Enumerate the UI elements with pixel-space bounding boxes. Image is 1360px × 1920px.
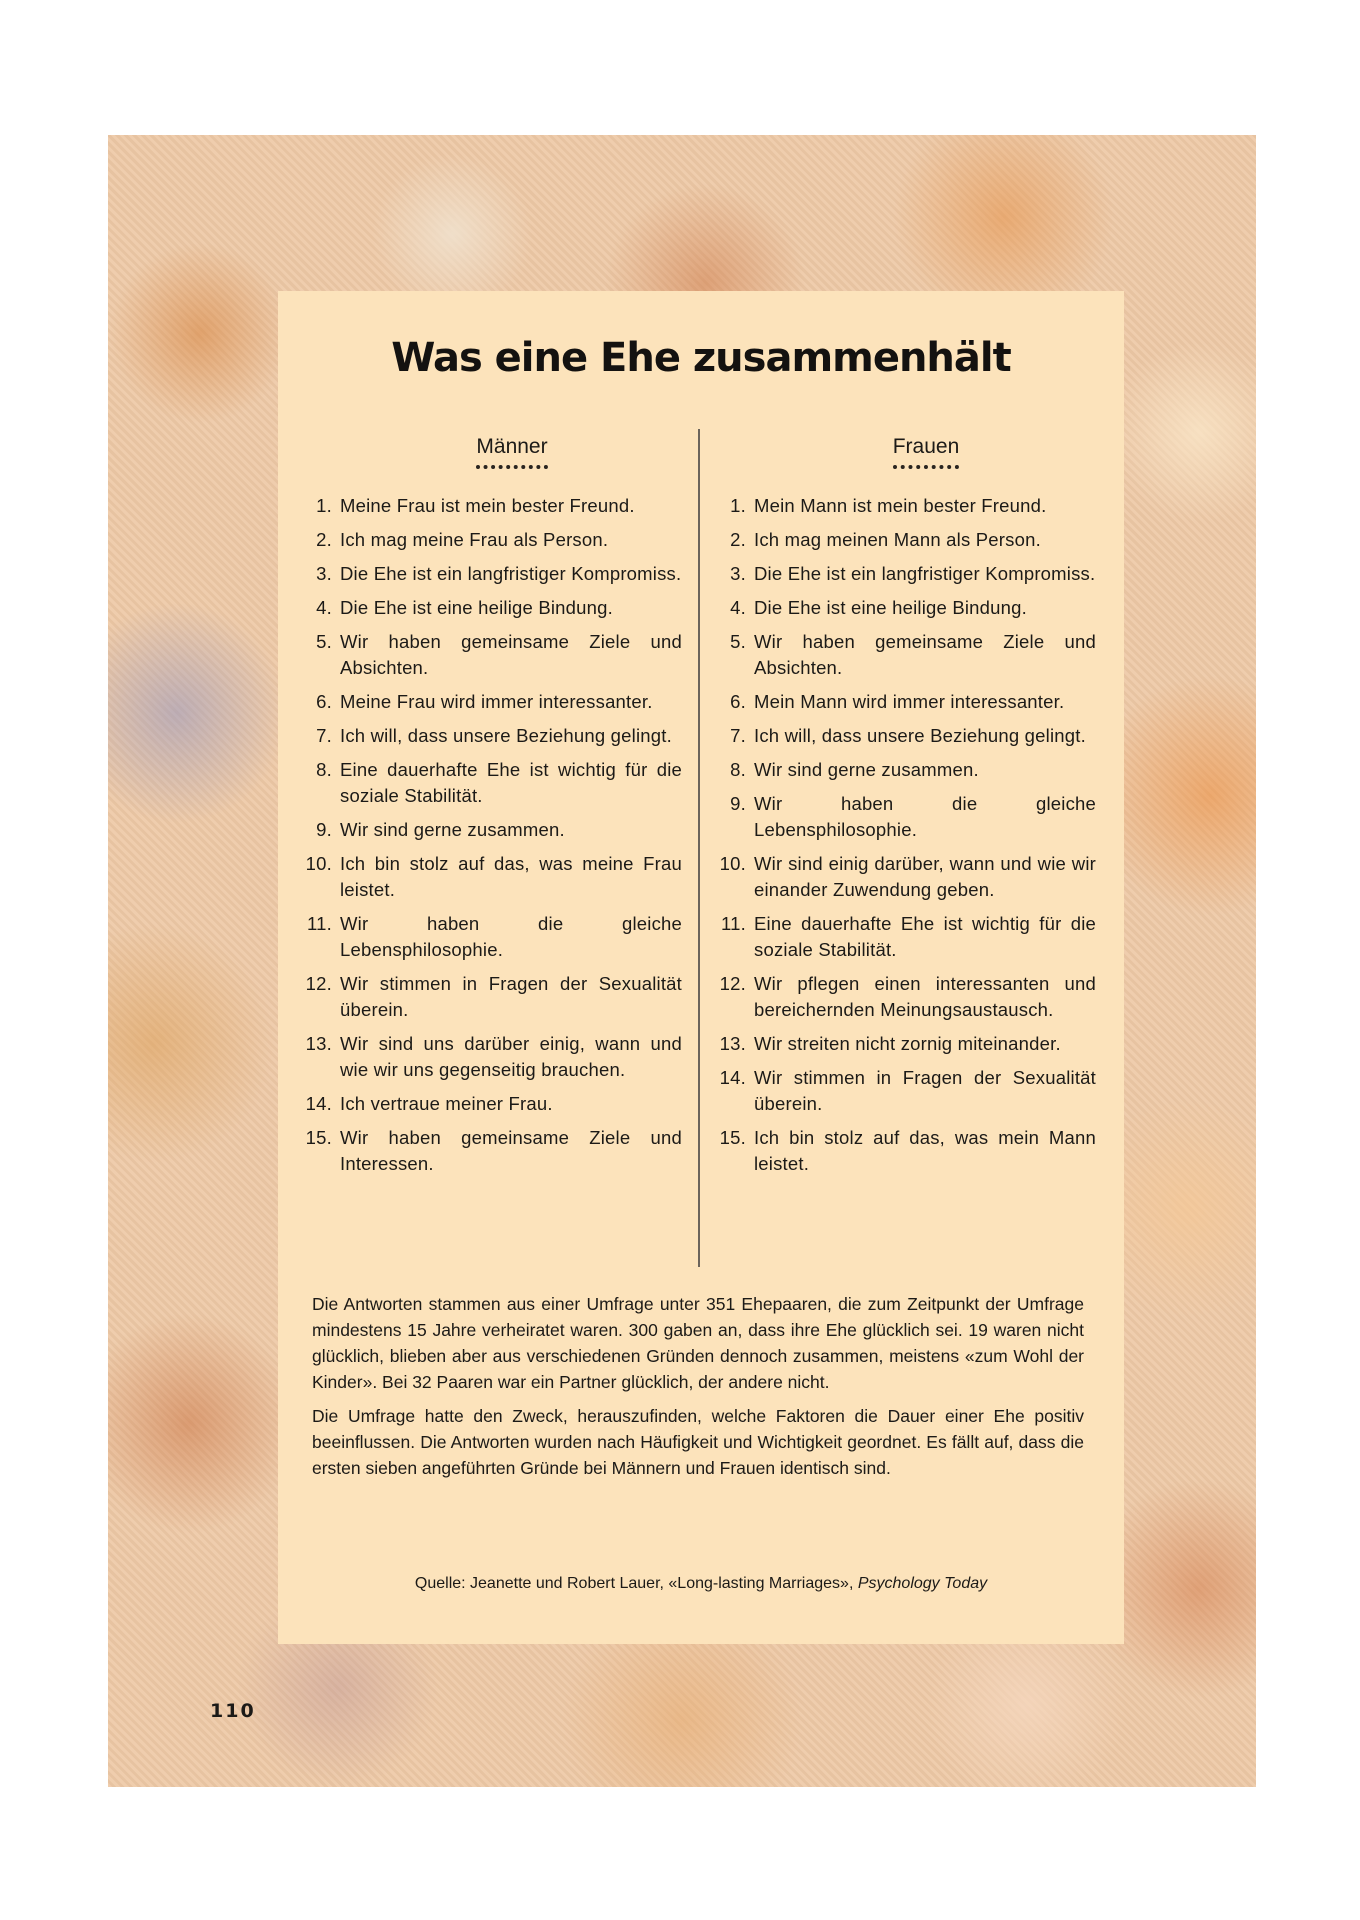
list-item: 7. Ich will, dass unsere Beziehung gelingt.: [730, 725, 1086, 746]
column-women: [716, 433, 1096, 1185]
source-citation: Quelle: Jeanette und Robert Lauer, «Long-lasting Marriages», Psychology Today: [414, 1575, 988, 1592]
column-heading-women: Frauen: [756, 433, 1096, 469]
content-panel: [278, 291, 1124, 1644]
list-item: 8. Wir sind gerne zusammen.: [730, 759, 979, 780]
list-item: 1. Mein Mann ist mein bester Freund.: [730, 495, 1047, 516]
list-item: 3. Die Ehe ist ein langfristiger Kompromiss.: [316, 563, 682, 584]
list-item: 3. Die Ehe ist ein langfristiger Kompromiss.: [730, 563, 1096, 584]
list-item: 11. Wir haben die gleiche Lebensphilosophie.: [307, 913, 682, 960]
notes-paragraph: Die Umfrage hatte den Zweck, herauszufinden, welche Faktoren die Dauer einer Ehe positiv beeinflussen. Die Antworten wurden nach Häufigkeit und Wichtigkeit geordnet. Es fällt auf, dass die ersten sieben angeführten Gründe bei Männern und Frauen identisch sind.: [312, 1406, 1084, 1478]
reasons-list-women: [716, 493, 1096, 1177]
list-item: 6. Mein Mann wird immer interessanter.: [730, 691, 1065, 712]
page-number: 110: [210, 1700, 256, 1722]
page-title: Was eine Ehe zusammenhält: [391, 335, 1011, 381]
list-item: 5. Wir haben gemeinsame Ziele und Absichten.: [730, 631, 1096, 678]
column-heading-men: Männer: [342, 433, 682, 469]
list-item: 12. Wir stimmen in Fragen der Sexualität überein.: [305, 973, 682, 1020]
list-item: 14. Wir stimmen in Fragen der Sexualität überein.: [719, 1067, 1096, 1114]
notes-paragraph: Die Antworten stammen aus einer Umfrage unter 351 Ehepaaren, die zum Zeitpunkt der Umfrage mindestens 15 Jahre verheiratet waren. 300 gaben an, dass ihre Ehe glücklich sei. 19 waren nicht glücklich, blieben aber aus verschiedenen Gründen dennoch zusammen, meistens «zum Wohl der Kinder». Bei 32 Paaren war ein Partner glücklich, der andere nicht.: [312, 1294, 1084, 1392]
list-item: 15. Wir haben gemeinsame Ziele und Interessen.: [305, 1127, 682, 1174]
reasons-list-men: [302, 493, 682, 1177]
list-item: 14. Ich vertraue meiner Frau.: [305, 1093, 553, 1114]
list-item: 7. Ich will, dass unsere Beziehung gelingt.: [316, 725, 672, 746]
list-item: 2. Ich mag meine Frau als Person.: [316, 529, 609, 550]
list-item: 15. Ich bin stolz auf das, was mein Mann leistet.: [719, 1127, 1096, 1174]
list-item: 8. Eine dauerhafte Ehe ist wichtig für die soziale Stabilität.: [316, 759, 682, 806]
list-item: 13. Wir streiten nicht zornig miteinander.: [719, 1033, 1061, 1054]
list-item: 2. Ich mag meinen Mann als Person.: [730, 529, 1041, 550]
column-men: [302, 433, 682, 1185]
list-item: 10. Wir sind einig darüber, wann und wie wir einander Zuwendung geben.: [719, 853, 1096, 900]
list-item: 10. Ich bin stolz auf das, was meine Frau leistet.: [305, 853, 682, 900]
column-divider: [698, 429, 700, 1267]
list-item: 4. Die Ehe ist eine heilige Bindung.: [730, 597, 1027, 618]
list-item: 12. Wir pflegen einen interessanten und bereichernden Meinungsaustausch.: [719, 973, 1096, 1020]
list-item: 13. Wir sind uns darüber einig, wann und wie wir uns gegenseitig brauchen.: [305, 1033, 682, 1080]
list-item: 9. Wir haben die gleiche Lebensphilosophie.: [730, 793, 1096, 840]
list-item: 9. Wir sind gerne zusammen.: [316, 819, 565, 840]
list-item: 5. Wir haben gemeinsame Ziele und Absichten.: [316, 631, 682, 678]
list-item: 1. Meine Frau ist mein bester Freund.: [316, 495, 635, 516]
list-item: 4. Die Ehe ist eine heilige Bindung.: [316, 597, 613, 618]
survey-notes: [312, 1291, 1084, 1489]
list-item: 6. Meine Frau wird immer interessanter.: [316, 691, 653, 712]
list-item: 11. Eine dauerhafte Ehe ist wichtig für die soziale Stabilität.: [721, 913, 1096, 960]
